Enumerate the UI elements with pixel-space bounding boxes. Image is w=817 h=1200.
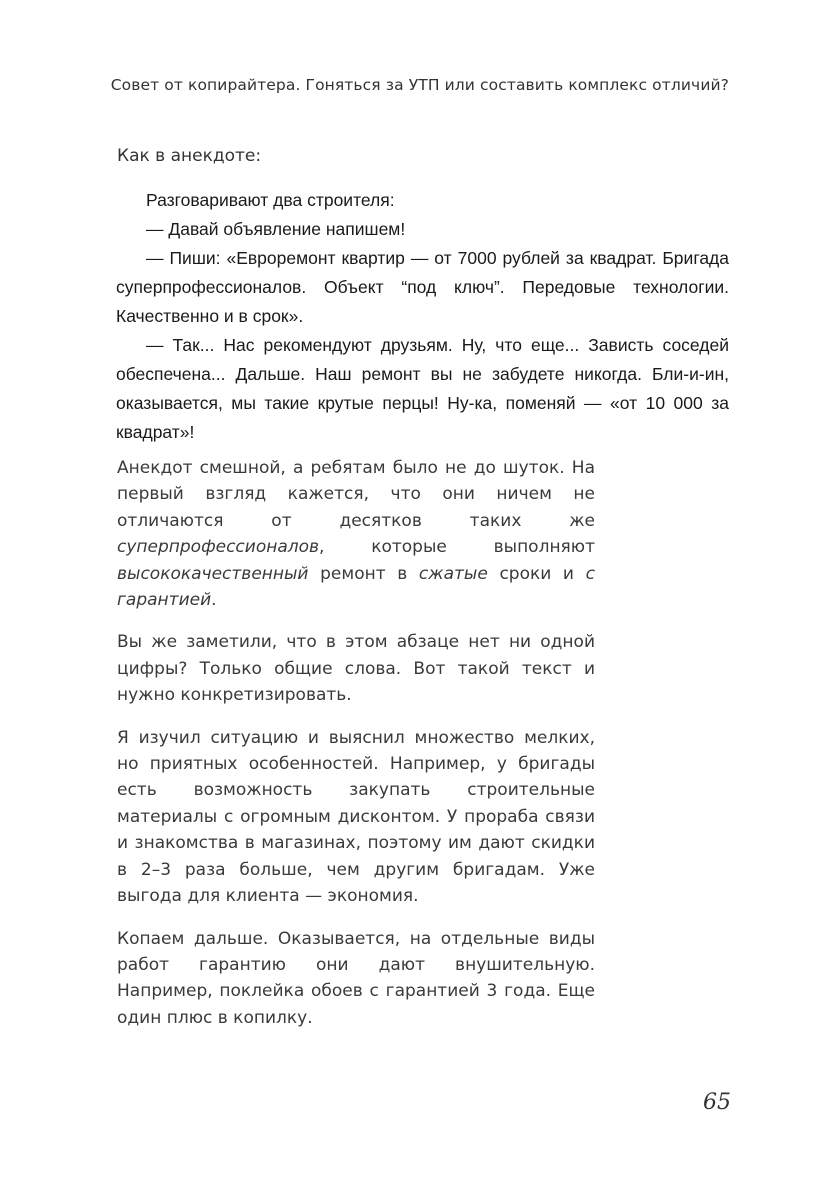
italic-run: сжатые (418, 563, 488, 584)
page-number: 65 (703, 1090, 731, 1115)
paragraph-1 (117, 455, 595, 613)
running-header: Совет от копирайтера. Гоняться за УТП или составить комплекс отличий? (110, 76, 729, 94)
joke-block (116, 186, 729, 447)
paragraph-2: Вы же заметили, что в этом абзаце нет ни одной цифры? Только общие слова. Вот такой текст и нужно конкретизировать. (117, 632, 595, 706)
text-run: . (211, 590, 217, 611)
text-run: ремонт в (308, 563, 419, 584)
body-text (117, 455, 595, 1047)
paragraph-4: Копаем дальше. Оказывается, на отдельные виды работ гарантию они дают внушительную. Например, поклейка обоев с гарантией 3 года. Еще один плюс в копилку. (117, 928, 595, 1028)
text-run: , которые выполняют (319, 537, 595, 558)
text-run: сроки и (487, 563, 586, 584)
italic-run: с гарантией (117, 563, 595, 611)
text-run: Анекдот смешной, а ребятам было не до шуток. На первый взгляд кажется, что они ничем не отличаются от десятков таких же (117, 458, 595, 531)
paragraph-3: Я изучил ситуацию и выяснил множество мелких, но приятных особенностей. Например, у бригады есть возможность закупать строительные материалы с огромным дисконтом. У прораба связи и знакомства в магазинах, поэтому им дают скидки в 2–3 раза больше, чем другим бригадам. Уже выгода для клиента — экономия. (117, 727, 595, 907)
joke-line: — Так... Нас рекомендуют друзьям. Ну, что еще... Зависть соседей обеспечена... Дальше. Наш ремонт вы не забудете никогда. Бли-и-ин, оказывается, мы такие крутые перцы! Ну-ка, поменяй — «от 10 000 за квадрат»! (116, 335, 729, 442)
joke-line: — Давай объявление напишем! (146, 219, 406, 239)
italic-run: высококачественный (117, 563, 309, 584)
intro-line: Как в анекдоте: (117, 146, 262, 166)
joke-line: — Пиши: «Евроремонт квартир — от 7000 рублей за квадрат. Бригада суперпрофессионалов. Объект “под ключ”. Передовые технологии. Качественно и в срок». (116, 248, 729, 326)
italic-run: суперпрофессионалов (117, 537, 320, 558)
joke-line: Разговаривают два строителя: (146, 190, 395, 210)
